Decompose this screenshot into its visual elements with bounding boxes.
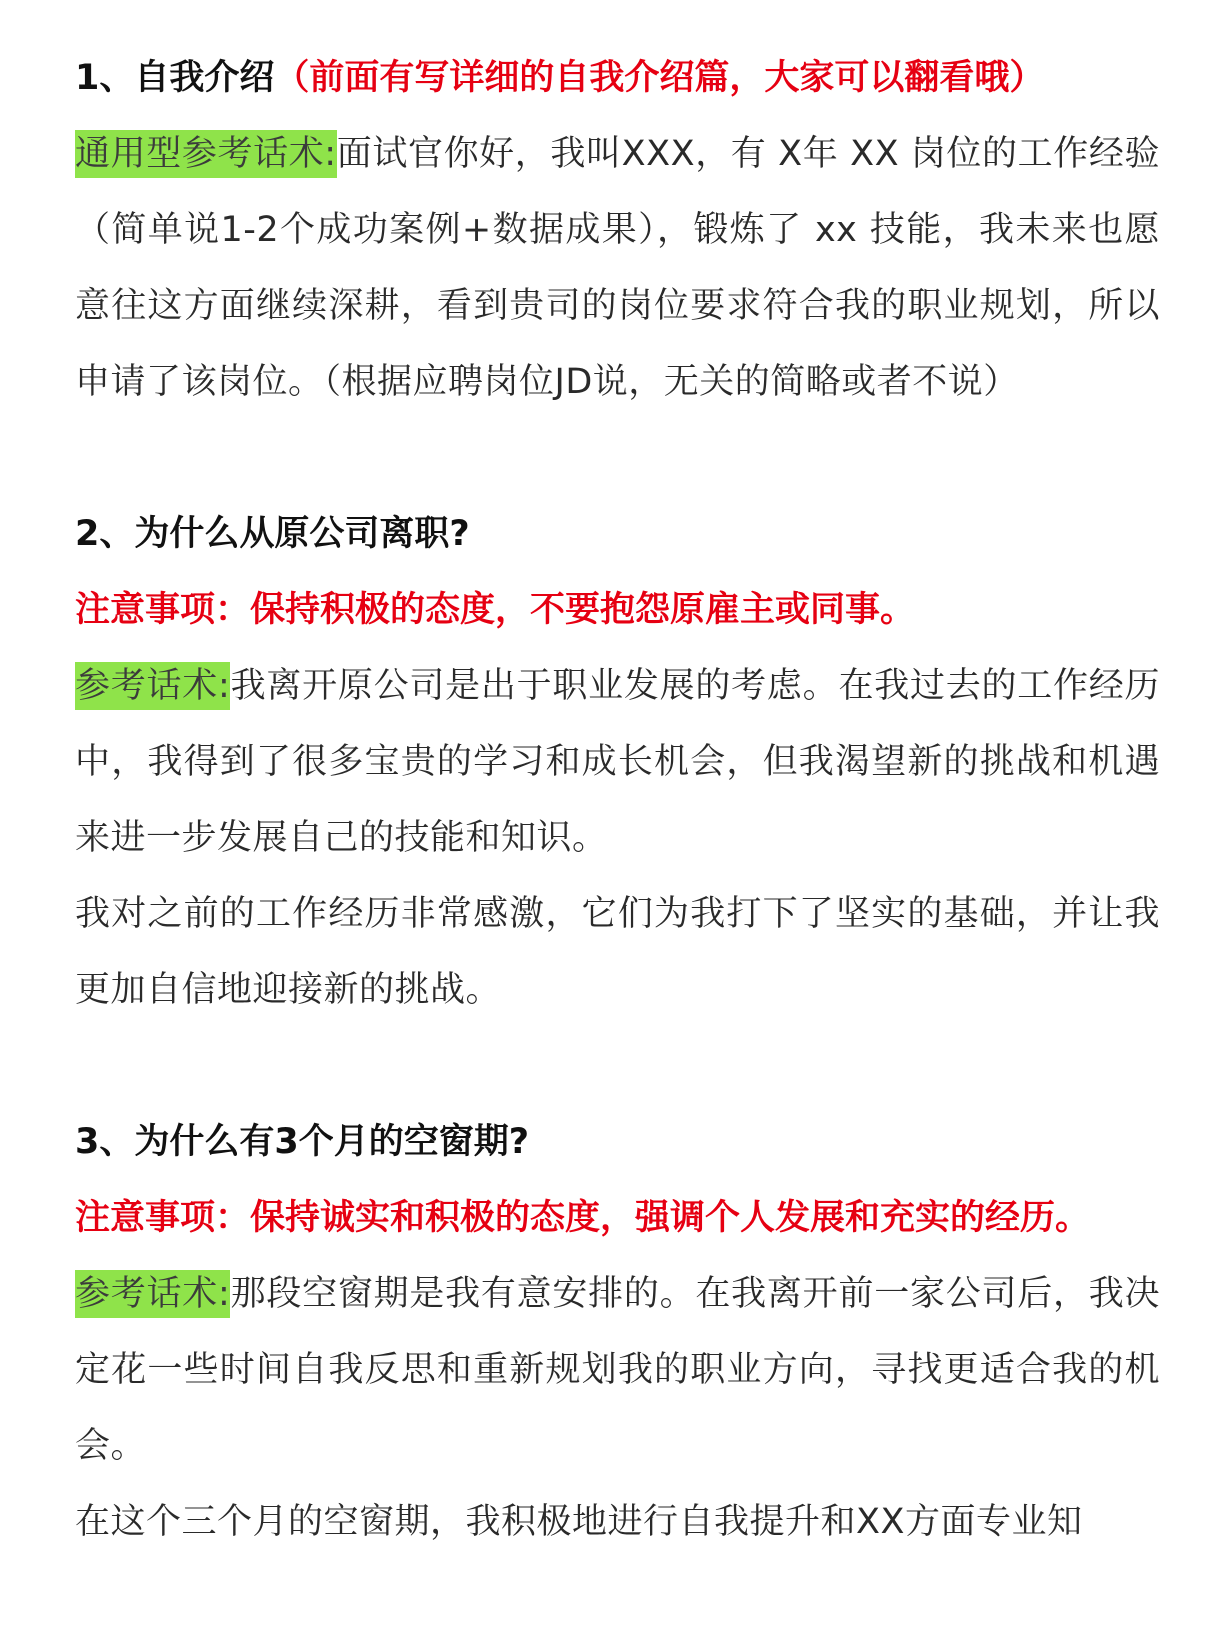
section-1-title (75, 40, 1160, 116)
section-3-note: 注意事项：保持诚实和积极的态度，强调个人发展和充实的经历。 (75, 1198, 1091, 1238)
section-1-title-text: 1、自我介绍 (75, 58, 275, 98)
section-1 (75, 40, 1160, 420)
section-spacer (75, 420, 1160, 496)
section-1-title-note: （前面有写详细的自我介绍篇，大家可以翻看哦） (274, 58, 1045, 98)
section-2-answer (75, 648, 1160, 876)
section-2-extra: 我对之前的工作经历非常感激，它们为我打下了坚实的基础，并让我更加自信地迎接新的挑战。 (75, 894, 1160, 1010)
answer-label-highlight: 参考话术: (75, 1270, 230, 1318)
section-2-answer-text: 我离开原公司是出于职业发展的考虑。在我过去的工作经历中，我得到了很多宝贵的学习和成长机会，但我渴望新的挑战和机遇来进一步发展自己的技能和知识。 (75, 666, 1160, 858)
section-1-answer (75, 116, 1160, 420)
section-3-title: 3、为什么有3个月的空窗期? (75, 1122, 530, 1162)
section-2-note: 注意事项：保持积极的态度，不要抱怨原雇主或同事。 (75, 590, 916, 630)
section-3-answer (75, 1256, 1160, 1484)
section-2 (75, 496, 1160, 1028)
section-2-title: 2、为什么从原公司离职? (75, 514, 470, 554)
section-3-answer-text: 那段空窗期是我有意安排的。在我离开前一家公司后，我决定花一些时间自我反思和重新规划我的职业方向，寻找更适合我的机会。 (75, 1274, 1160, 1466)
article-body (75, 40, 1160, 1560)
section-1-answer-text: 面试官你好，我叫XXX，有 X年 XX 岗位的工作经验（简单说1-2个成功案例+数据成果），锻炼了 xx 技能，我未来也愿意往这方面继续深耕，看到贵司的岗位要求符合我的职业规划，所以申请了该岗位。（根据应聘岗位JD说，无关的简略或者不说） (75, 134, 1160, 402)
section-3-extra: 在这个三个月的空窗期，我积极地进行自我提升和XX方面专业知 (75, 1502, 1083, 1542)
section-3 (75, 1104, 1160, 1560)
section-spacer (75, 1028, 1160, 1104)
answer-label-highlight: 通用型参考话术: (75, 130, 337, 178)
answer-label-highlight: 参考话术: (75, 662, 230, 710)
